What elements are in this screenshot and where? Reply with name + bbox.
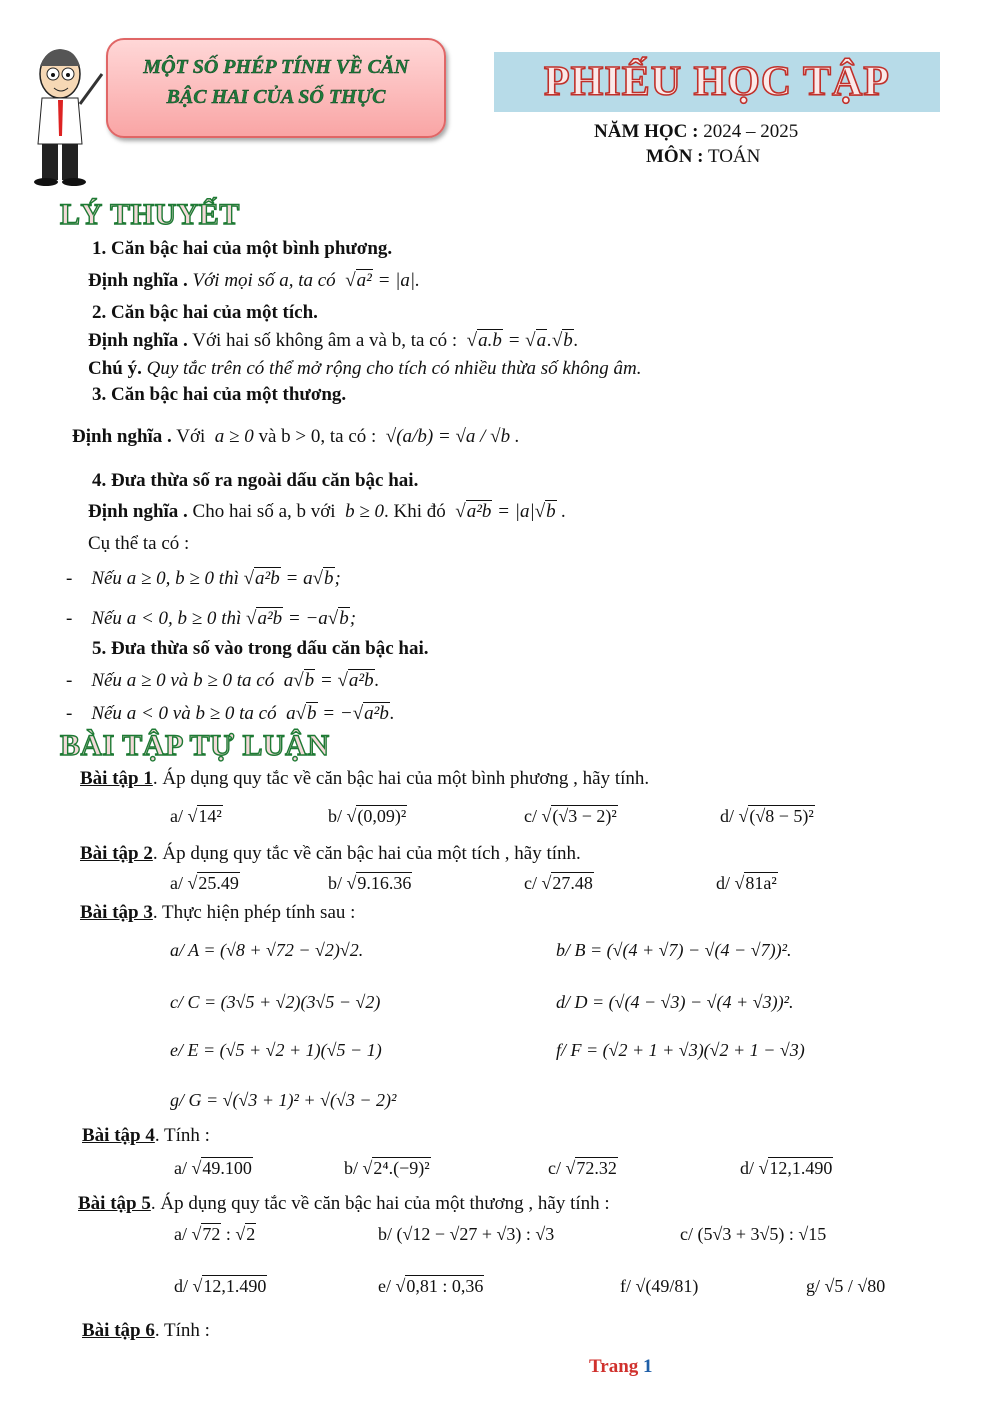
ex1-d: d/ √(√8 − 5)² — [720, 806, 814, 826]
theory-s3-title: 3. Căn bậc hai của một thương. — [92, 384, 347, 405]
ex5-c: c/ (5√3 + 3√5) : √15 — [680, 1224, 827, 1244]
ex2-b: b/ √9.16.36 — [328, 873, 412, 893]
exercise-2-prompt: Bài tập 2. Áp dụng quy tắc về căn bậc hai của một tích , hãy tính. — [80, 843, 581, 864]
exercise-6-prompt: Bài tập 6. Tính : — [82, 1320, 210, 1341]
exercise-3-prompt: Bài tập 3. Thực hiện phép tính sau : — [80, 902, 356, 923]
topic-box — [106, 38, 446, 138]
topic-line-1: MỘT SỐ PHÉP TÍNH VỀ CĂN — [143, 56, 409, 78]
ex3-d: d/ D = (√(4 − √3) − √(4 + √3))². — [556, 992, 794, 1012]
exercise-5-prompt: Bài tập 5. Áp dụng quy tắc về căn bậc hai của một thương , hãy tính : — [78, 1193, 610, 1214]
ex2-a: a/ √25.49 — [170, 873, 239, 893]
ex5-f: f/ √(49/81) — [620, 1276, 699, 1296]
ex1-b: b/ √(0,09)² — [328, 806, 407, 826]
exercise-4-prompt: Bài tập 4. Tính : — [82, 1125, 210, 1146]
ex3-f: f/ F = (√2 + 1 + √3)(√2 + 1 − √3) — [556, 1040, 805, 1060]
ex5-a: a/ √72 : √2 — [174, 1224, 256, 1244]
ex2-c: c/ √27.48 — [524, 873, 593, 893]
theory-s5-case1: - Nếu a ≥ 0 và b ≥ 0 ta có a√b = √a²b. — [66, 670, 380, 691]
ex1-c: c/ √(√3 − 2)² — [524, 806, 617, 826]
exercises-heading: BÀI TẬP TỰ LUẬN — [60, 729, 330, 762]
subject: MÔN : TOÁN — [646, 146, 761, 167]
worksheet-title: PHIẾU HỌC TẬP — [544, 59, 890, 105]
teacher-illustration — [20, 44, 104, 186]
ex4-d: d/ √12,1.490 — [740, 1158, 833, 1178]
ex3-a: a/ A = (√8 + √72 − √2)√2. — [170, 940, 364, 960]
ex5-e: e/ √0,81 : 0,36 — [378, 1276, 484, 1296]
ex3-e: e/ E = (√5 + √2 + 1)(√5 − 1) — [170, 1040, 382, 1060]
page-footer: Trang 1 — [589, 1356, 653, 1377]
ex4-a: a/ √49.100 — [174, 1158, 252, 1178]
theory-s4-title: 4. Đưa thừa số ra ngoài dấu căn bậc hai. — [92, 470, 419, 491]
ex5-g: g/ √5 / √80 — [806, 1276, 886, 1296]
theory-s2-title: 2. Căn bậc hai của một tích. — [92, 302, 318, 323]
ex2-d: d/ √81a² — [716, 873, 777, 893]
ex3-g: g/ G = √(√3 + 1)² + √(√3 − 2)² — [170, 1090, 397, 1110]
theory-s1-title: 1. Căn bậc hai của một bình phương. — [92, 238, 393, 259]
theory-s2-note: Chú ý. Quy tắc trên có thể mở rộng cho tích có nhiều thừa số không âm. — [88, 358, 642, 379]
theory-heading: LÝ THUYẾT — [60, 198, 240, 231]
theory-s5-case2: - Nếu a < 0 và b ≥ 0 ta có a√b = −√a²b. — [66, 703, 395, 724]
ex3-b: b/ B = (√(4 + √7) − √(4 − √7))². — [556, 940, 792, 960]
theory-s4-case2: - Nếu a < 0, b ≥ 0 thì √a²b = −a√b; — [66, 608, 357, 629]
theory-s1-def: Định nghĩa . Với mọi số a, ta có √a² = |a|. — [88, 270, 420, 291]
theory-s2-def: Định nghĩa . Với hai số không âm a và b, ta có : √a.b = √a.√b. — [88, 330, 579, 351]
ex5-d: d/ √12,1.490 — [174, 1276, 267, 1296]
theory-s3-def: Định nghĩa . Với a ≥ 0 và b > 0, ta có : √(a/b) = √a / √b . — [72, 426, 520, 447]
topic-line-2: BẬC HAI CỦA SỐ THỰC — [166, 86, 386, 108]
exercise-1-prompt: Bài tập 1. Áp dụng quy tắc về căn bậc hai của một bình phương , hãy tính. — [80, 768, 650, 789]
theory-s4-case1: - Nếu a ≥ 0, b ≥ 0 thì √a²b = a√b; — [66, 568, 341, 589]
ex3-c: c/ C = (3√5 + √2)(3√5 − √2) — [170, 992, 381, 1012]
ex5-b: b/ (√12 − √27 + √3) : √3 — [378, 1224, 555, 1244]
ex4-b: b/ √2⁴.(−9)² — [344, 1158, 430, 1178]
ex4-c: c/ √72.32 — [548, 1158, 617, 1178]
theory-s4-def: Định nghĩa . Cho hai số a, b với b ≥ 0. Khi đó √a²b = |a|√b . — [88, 501, 567, 522]
worksheet-title-box — [494, 52, 940, 112]
ex1-a: a/ √14² — [170, 806, 222, 826]
theory-s4-detail: Cụ thể ta có : — [88, 533, 190, 554]
school-year: NĂM HỌC : 2024 – 2025 — [594, 121, 799, 142]
theory-s5-title: 5. Đưa thừa số vào trong dấu căn bậc hai. — [92, 638, 429, 659]
